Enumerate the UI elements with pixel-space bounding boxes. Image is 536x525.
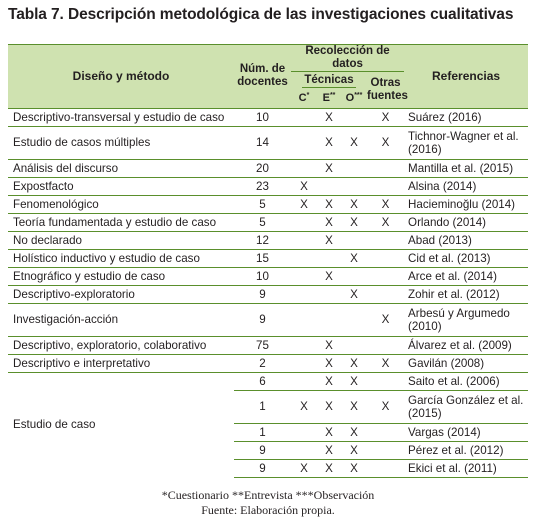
header-e: E** [317,90,341,108]
cell-e [317,177,341,195]
header-design: Diseño y método [8,45,234,109]
cell-num: 9 [234,303,291,336]
cell-e: X [317,195,341,213]
header-recoleccion-label: Recolección de datos [291,45,404,72]
table-row [8,372,528,390]
cell-o [341,336,367,354]
cell-c [291,126,317,159]
cell-c [291,267,317,285]
table-row [8,231,528,249]
table-row [8,108,528,126]
cell-ref: Orlando (2014) [404,213,528,231]
cell-design: Análisis del discurso [8,159,234,177]
table-body [8,108,528,477]
cell-c [291,372,317,390]
cell-otras [367,177,404,195]
cell-o: X [341,459,367,477]
cell-o: X [341,249,367,267]
cell-design: Descriptivo e interpretativo [8,354,234,372]
table-footnote: *Cuestionario **Entrevista ***Observación [161,488,375,502]
table-row [8,177,528,195]
cell-o [341,177,367,195]
cell-design: Expostfacto [8,177,234,195]
cell-otras [367,159,404,177]
table-row [8,285,528,303]
cell-num: 5 [234,195,291,213]
cell-design: Investigación-acción [8,303,234,336]
cell-o [341,303,367,336]
header-otras-line1: Otras [370,76,401,89]
cell-num: 10 [234,108,291,126]
cell-c: X [291,195,317,213]
cell-ref: Gavilán (2008) [404,354,528,372]
cell-ref: Suárez (2016) [404,108,528,126]
cell-num: 14 [234,126,291,159]
cell-ref: Hacieminoğlu (2014) [404,195,528,213]
cell-design: Etnográfico y estudio de caso [8,267,234,285]
header-o: O*** [341,90,367,108]
cell-o: X [341,423,367,441]
cell-e: X [317,231,341,249]
cell-otras [367,336,404,354]
cell-o: X [341,126,367,159]
cell-e [317,285,341,303]
cell-e: X [317,108,341,126]
methodology-table [8,44,528,478]
cell-c: X [291,390,317,423]
table-source: Fuente: Elaboración propia. [201,503,335,517]
cell-o: X [341,372,367,390]
cell-design: Teoría fundamentada y estudio de caso [8,213,234,231]
cell-otras [367,423,404,441]
header-num-docentes [234,45,291,109]
cell-e: X [317,126,341,159]
cell-ref: Saito et al. (2006) [404,372,528,390]
cell-otras: X [367,213,404,231]
cell-design: Descriptivo-transversal y estudio de caso [8,108,234,126]
cell-design: Holístico inductivo y estudio de caso [8,249,234,267]
cell-c [291,249,317,267]
cell-ref: García González et al. (2015) [404,390,528,423]
cell-num: 15 [234,249,291,267]
table-title: Tabla 7. Descripción metodológica de las investigaciones cualitativas [8,6,514,23]
cell-o: X [341,390,367,423]
table-row [8,354,528,372]
table-row [8,249,528,267]
cell-o: X [341,354,367,372]
table-row [8,126,528,159]
cell-e: X [317,441,341,459]
table-row [8,213,528,231]
header-otras-fuentes [367,72,408,108]
cell-c [291,354,317,372]
cell-otras [367,372,404,390]
cell-otras: X [367,126,404,159]
cell-ref: Arbesú y Argumedo (2010) [404,303,528,336]
cell-e [317,249,341,267]
cell-e: X [317,423,341,441]
cell-ref: Ekici et al. (2011) [404,459,528,477]
cell-num: 9 [234,285,291,303]
cell-num: 10 [234,267,291,285]
cell-design: No declarado [8,231,234,249]
cell-num: 1 [234,390,291,423]
table-row [8,303,528,336]
cell-otras [367,249,404,267]
cell-e: X [317,267,341,285]
header-recoleccion [291,45,404,73]
header-referencias: Referencias [404,45,528,109]
table-row [8,159,528,177]
cell-num: 12 [234,231,291,249]
cell-o [341,267,367,285]
cell-otras [367,231,404,249]
cell-o [341,159,367,177]
cell-ref: Cid et al. (2013) [404,249,528,267]
cell-ref: Alsina (2014) [404,177,528,195]
cell-e [317,303,341,336]
cell-ref: Abad (2013) [404,231,528,249]
cell-design: Fenomenológico [8,195,234,213]
cell-num: 6 [234,372,291,390]
cell-otras: X [367,390,404,423]
cell-num: 9 [234,441,291,459]
cell-otras [367,441,404,459]
cell-ref: Álvarez et al. (2009) [404,336,528,354]
cell-c [291,159,317,177]
table-row [8,336,528,354]
cell-ref: Vargas (2014) [404,423,528,441]
cell-c [291,441,317,459]
cell-c [291,213,317,231]
cell-e: X [317,213,341,231]
cell-e: X [317,336,341,354]
cell-num: 5 [234,213,291,231]
cell-o [341,108,367,126]
cell-otras: X [367,108,404,126]
cell-o [341,231,367,249]
cell-o: X [341,441,367,459]
cell-e: X [317,372,341,390]
header-c: C* [291,90,317,108]
cell-num: 1 [234,423,291,441]
header-tecnicas [291,72,367,90]
cell-ref: Zohir et al. (2012) [404,285,528,303]
cell-design-case-study: Estudio de caso [8,372,234,477]
header-otras-line2: fuentes [367,89,408,102]
cell-c: X [291,177,317,195]
cell-c: X [291,459,317,477]
cell-ref: Arce et al. (2014) [404,267,528,285]
cell-c [291,336,317,354]
table-header [8,45,528,109]
cell-c [291,303,317,336]
cell-num: 2 [234,354,291,372]
cell-num: 9 [234,459,291,477]
cell-otras [367,285,404,303]
table-row [8,195,528,213]
cell-otras [367,267,404,285]
cell-o: X [341,213,367,231]
cell-c [291,231,317,249]
cell-c [291,423,317,441]
header-num-line2: docentes [237,76,288,89]
cell-otras: X [367,354,404,372]
cell-otras [367,459,404,477]
cell-e: X [317,354,341,372]
header-num-line1: Núm. de [239,63,286,76]
cell-num: 23 [234,177,291,195]
cell-design: Estudio de casos múltiples [8,126,234,159]
header-tecnicas-label: Técnicas [304,74,354,86]
table-row [8,267,528,285]
cell-ref: Pérez et al. (2012) [404,441,528,459]
cell-e: X [317,159,341,177]
cell-ref: Tichnor-Wagner et al. (2016) [404,126,528,159]
cell-o: X [341,195,367,213]
cell-otras: X [367,195,404,213]
cell-c [291,108,317,126]
cell-e: X [317,390,341,423]
cell-o: X [341,285,367,303]
cell-design: Descriptivo-exploratorio [8,285,234,303]
cell-ref: Mantilla et al. (2015) [404,159,528,177]
cell-e: X [317,459,341,477]
cell-num: 75 [234,336,291,354]
cell-num: 20 [234,159,291,177]
cell-c [291,285,317,303]
cell-design: Descriptivo, exploratorio, colaborativo [8,336,234,354]
cell-otras: X [367,303,404,336]
